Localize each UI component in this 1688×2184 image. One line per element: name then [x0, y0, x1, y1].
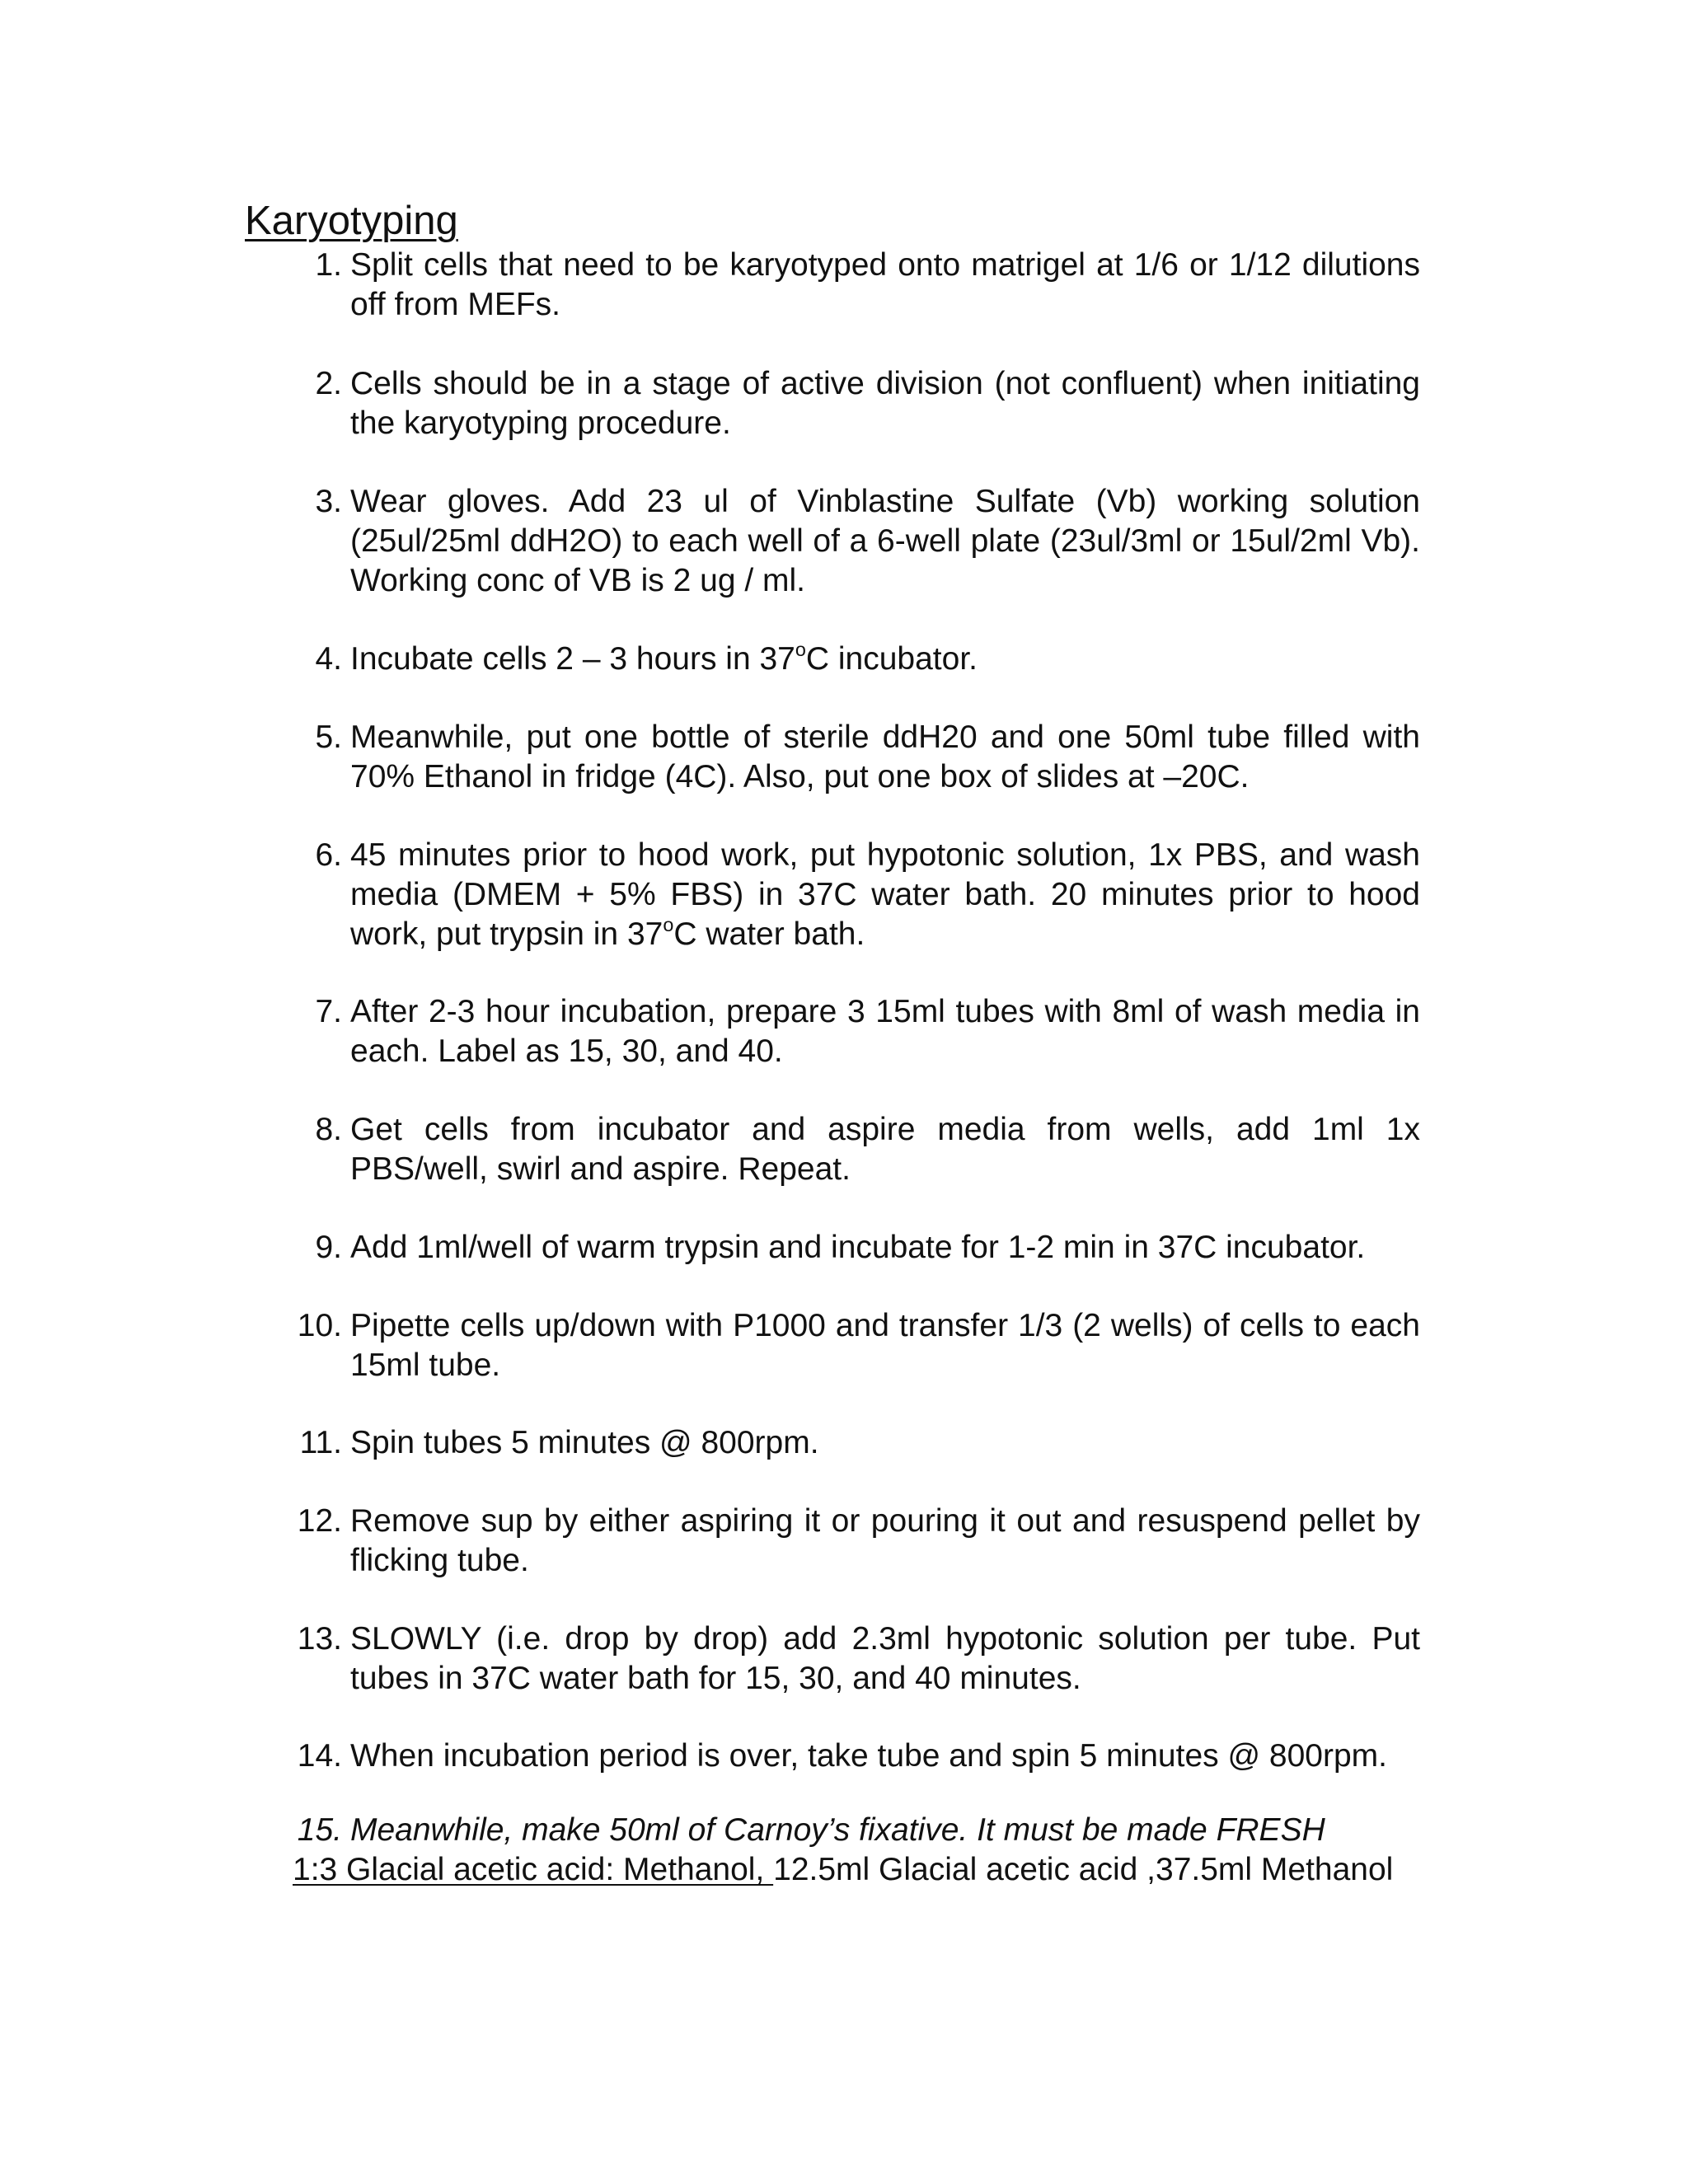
step-text: SLOWLY (i.e. drop by drop) add 2.3ml hypotonic solution per tube. Put tubes in 37C water bath for 15, 30, and 40 minutes.: [350, 1621, 1420, 1696]
step-text: [342, 836, 1420, 954]
step-text: Split cells that need to be karyotyped onto matrigel at 1/6 or 1/12 dilutions off from MEFs.: [350, 247, 1420, 322]
step-text: [342, 640, 1420, 679]
ratio-underlined-text: 1:3 Glacial acetic acid: Methanol,: [293, 1852, 774, 1887]
step-text-part: C water bath.: [673, 916, 865, 952]
step-text: Wear gloves. Add 23 ul of Vinblastine Sulfate (Vb) working solution (25ul/25ml ddH2O) to each well of a 6-well plate (23ul/3ml or 15ul/2ml Vb). Working conc of VB is 2 ug / ml.: [350, 484, 1420, 598]
step-number: 9.: [315, 1230, 342, 1265]
ratio-amounts-text: 12.5ml Glacial acetic acid ,37.5ml Methanol: [773, 1852, 1394, 1887]
step-number: 10.: [297, 1308, 342, 1343]
step-number: 12.: [297, 1503, 342, 1539]
step-number: 2.: [315, 366, 342, 401]
step-number: 13.: [297, 1621, 342, 1657]
step-number: 8.: [315, 1112, 342, 1147]
step-number: 5.: [315, 719, 342, 755]
step-text: Add 1ml/well of warm trypsin and incubate for 1-2 min in 37C incubator.: [350, 1230, 1366, 1265]
fixative-ratio-line: [293, 1850, 1393, 1890]
document-title: Karyotyping: [245, 199, 458, 243]
step-text: After 2-3 hour incubation, prepare 3 15ml tubes with 8ml of wash media in each. Label as 15, 30, and 40.: [350, 994, 1420, 1069]
step-number: 14.: [297, 1738, 342, 1774]
step-text: Spin tubes 5 minutes @ 800rpm.: [350, 1425, 819, 1460]
step-number: 1.: [315, 247, 342, 283]
step-text: Pipette cells up/down with P1000 and transfer 1/3 (2 wells) of cells to each 15ml tube.: [350, 1308, 1420, 1383]
step-text-part: 45 minutes prior to hood work, put hypotonic solution, 1x PBS, and wash media (DMEM + 5% FBS) in 37C water bath. 20 minutes prior to hood work, put trypsin in 37: [350, 837, 1420, 952]
step-text: Remove sup by either aspiring it or pouring it out and resuspend pellet by flicking tube.: [350, 1503, 1420, 1578]
step-text: Meanwhile, make 50ml of Carnoy’s fixative. It must be made FRESH: [350, 1812, 1325, 1848]
step-number: 11.: [299, 1425, 342, 1460]
step-text: Meanwhile, put one bottle of sterile ddH20 and one 50ml tube filled with 70% Ethanol in fridge (4C). Also, put one box of slides at –20C.: [350, 719, 1420, 794]
step-number: 15.: [297, 1812, 342, 1848]
step-number: 4.: [315, 641, 342, 677]
step-text: Cells should be in a stage of active division (not confluent) when initiating the karyotyping procedure.: [350, 366, 1420, 441]
step-text: Get cells from incubator and aspire media from wells, add 1ml 1x PBS/well, swirl and aspire. Repeat.: [350, 1112, 1420, 1187]
step-text-part: C incubator.: [805, 641, 978, 677]
step-text: When incubation period is over, take tube and spin 5 minutes @ 800rpm.: [350, 1738, 1387, 1774]
step-number: 6.: [315, 837, 342, 873]
degree-superscript: o: [795, 639, 806, 660]
step-number: 7.: [315, 994, 342, 1029]
degree-superscript: o: [663, 914, 674, 935]
step-text-part: Incubate cells 2 – 3 hours in 37: [350, 641, 795, 677]
step-number: 3.: [315, 484, 342, 519]
